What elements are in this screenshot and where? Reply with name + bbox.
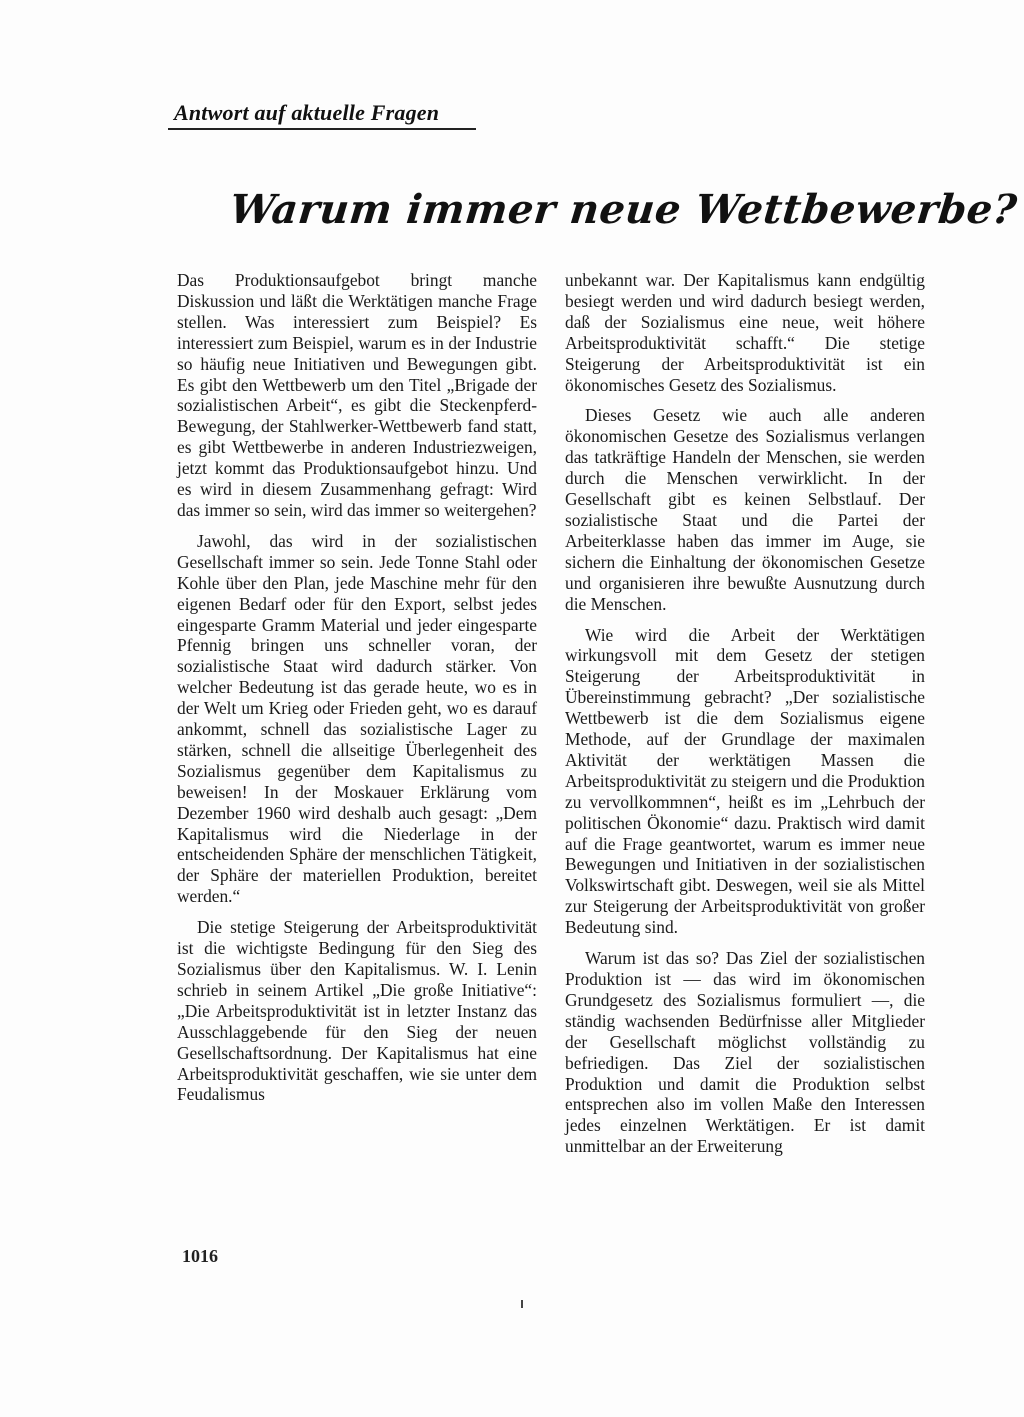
paragraph: Dieses Gesetz wie auch alle anderen ökonomischen Gesetze des Sozialismus verlangen das tatkräftige Handeln der Menschen, sie werden durch die Menschen verwirklicht. In der Gesellschaft gibt es keinen Selbstlauf. Der sozialistische Staat und die Partei der Arbeiterklasse haben das immer im Auge, sie sichern die Einhaltung der ökonomischen Gesetze und organisieren ihre bewußte Ausnutzung durch die Menschen. <box>565 405 925 614</box>
right-column <box>565 270 925 1167</box>
section-heading-underline <box>168 128 476 130</box>
paragraph: unbekannt war. Der Kapitalismus kann endgültig besiegt werden und wird dadurch besiegt werden, daß der Sozialismus eine neue, weit höhere Arbeitsproduktivität schafft.“ Die stetige Steigerung der Arbeitsproduktivität ist ein ökonomisches Gesetz des Sozialismus. <box>565 270 925 395</box>
print-speck <box>521 1300 523 1308</box>
article-title: Warum immer neue Wettbewerbe? <box>227 186 1020 233</box>
left-column <box>177 270 537 1115</box>
section-heading: Antwort auf aktuelle Fragen <box>174 100 440 125</box>
page-number: 1016 <box>182 1246 218 1266</box>
paragraph: Warum ist das so? Das Ziel der sozialistischen Produktion ist — das wird im ökonomischen Grundgesetz des Sozialismus formuliert —, die ständig wachsenden Bedürfnisse aller Mitglieder der Gesellschaft möglichst vollständig zu befriedigen. Das Ziel der sozialistischen Produktion und damit die Produktion selbst entsprechen also im vollen Maße den Interessen jedes einzelnen Werktätigen. Er ist damit unmittelbar an der Erweiterung <box>565 948 925 1157</box>
paragraph: Die stetige Steigerung der Arbeitsproduktivität ist die wichtigste Bedingung für den Sieg des Sozialismus über den Kapitalismus. W. I. Lenin schrieb in seinem Artikel „Die große Initiative“: „Die Arbeitsproduktivität ist in letzter Instanz das Ausschlaggebende für den Sieg der neuen Gesellschaftsordnung. Der Kapitalismus hat eine Arbeitsproduktivität geschaffen, wie sie unter dem Feudalismus <box>177 917 537 1105</box>
paragraph: Jawohl, das wird in der sozialistischen Gesellschaft immer so sein. Jede Tonne Stahl oder Kohle über den Plan, jede Maschine mehr für den eigenen Bedarf oder für den Export, selbst jedes eingesparte Gramm Material und jeder eingesparte Pfennig bringen uns schneller voran, der sozialistische Staat wird dadurch stärker. Von welcher Bedeutung ist das gerade heute, wo es in der Welt um Krieg oder Frieden geht, wo es darauf ankommt, schnell das sozialistische Lager zu stärken, schnell die allseitige Überlegenheit des Sozialismus gegenüber dem Kapitalismus zu beweisen! In der Moskauer Erklärung vom Dezember 1960 wird deshalb auch gesagt: „Dem Kapitalismus wird die Niederlage in der entscheidenden Sphäre der menschlichen Tätigkeit, der Sphäre der materiellen Produktion, bereitet werden.“ <box>177 530 537 907</box>
paragraph: Das Produktionsaufgebot bringt manche Diskussion und läßt die Werktätigen manche Frage stellen. Was interessiert zum Beispiel? Es interessiert zum Beispiel, warum es in der Industrie so häufig neue Initiativen und Bewegungen gibt. Es gibt den Wettbewerb um den Titel „Brigade der sozialistischen Arbeit“, es gibt die Steckenpferd-Bewegung, der Stahlwerker-Wettbewerb fand statt, es gibt Wettbewerbe in anderen Industriezweigen, jetzt kommt das Produktionsaufgebot hinzu. Und es wird in diesem Zusammenhang gefragt: Wird das immer so sein, wird das immer so weitergehen? <box>177 270 537 520</box>
paragraph: Wie wird die Arbeit der Werktätigen wirkungsvoll mit dem Gesetz der stetigen Steigerung der Arbeitsproduktivität in Übereinstimmung gebracht? „Der sozialistische Wettbewerb ist die dem Sozialismus eigene Methode, auf der Grundlage der maximalen Aktivität der werktätigen Massen die Arbeitsproduktivität zu steigern und die Produktion zu vervollkommnen“, heißt es im „Lehrbuch der politischen Ökonomie“ dazu. Praktisch wird damit auf die Frage geantwortet, warum es immer neue Bewegungen und Initiativen in der sozialistischen Volkswirtschaft gibt. Deswegen, weil sie als Mittel zur Steigerung der Arbeitsproduktivität von großer Bedeutung sind. <box>565 624 925 938</box>
